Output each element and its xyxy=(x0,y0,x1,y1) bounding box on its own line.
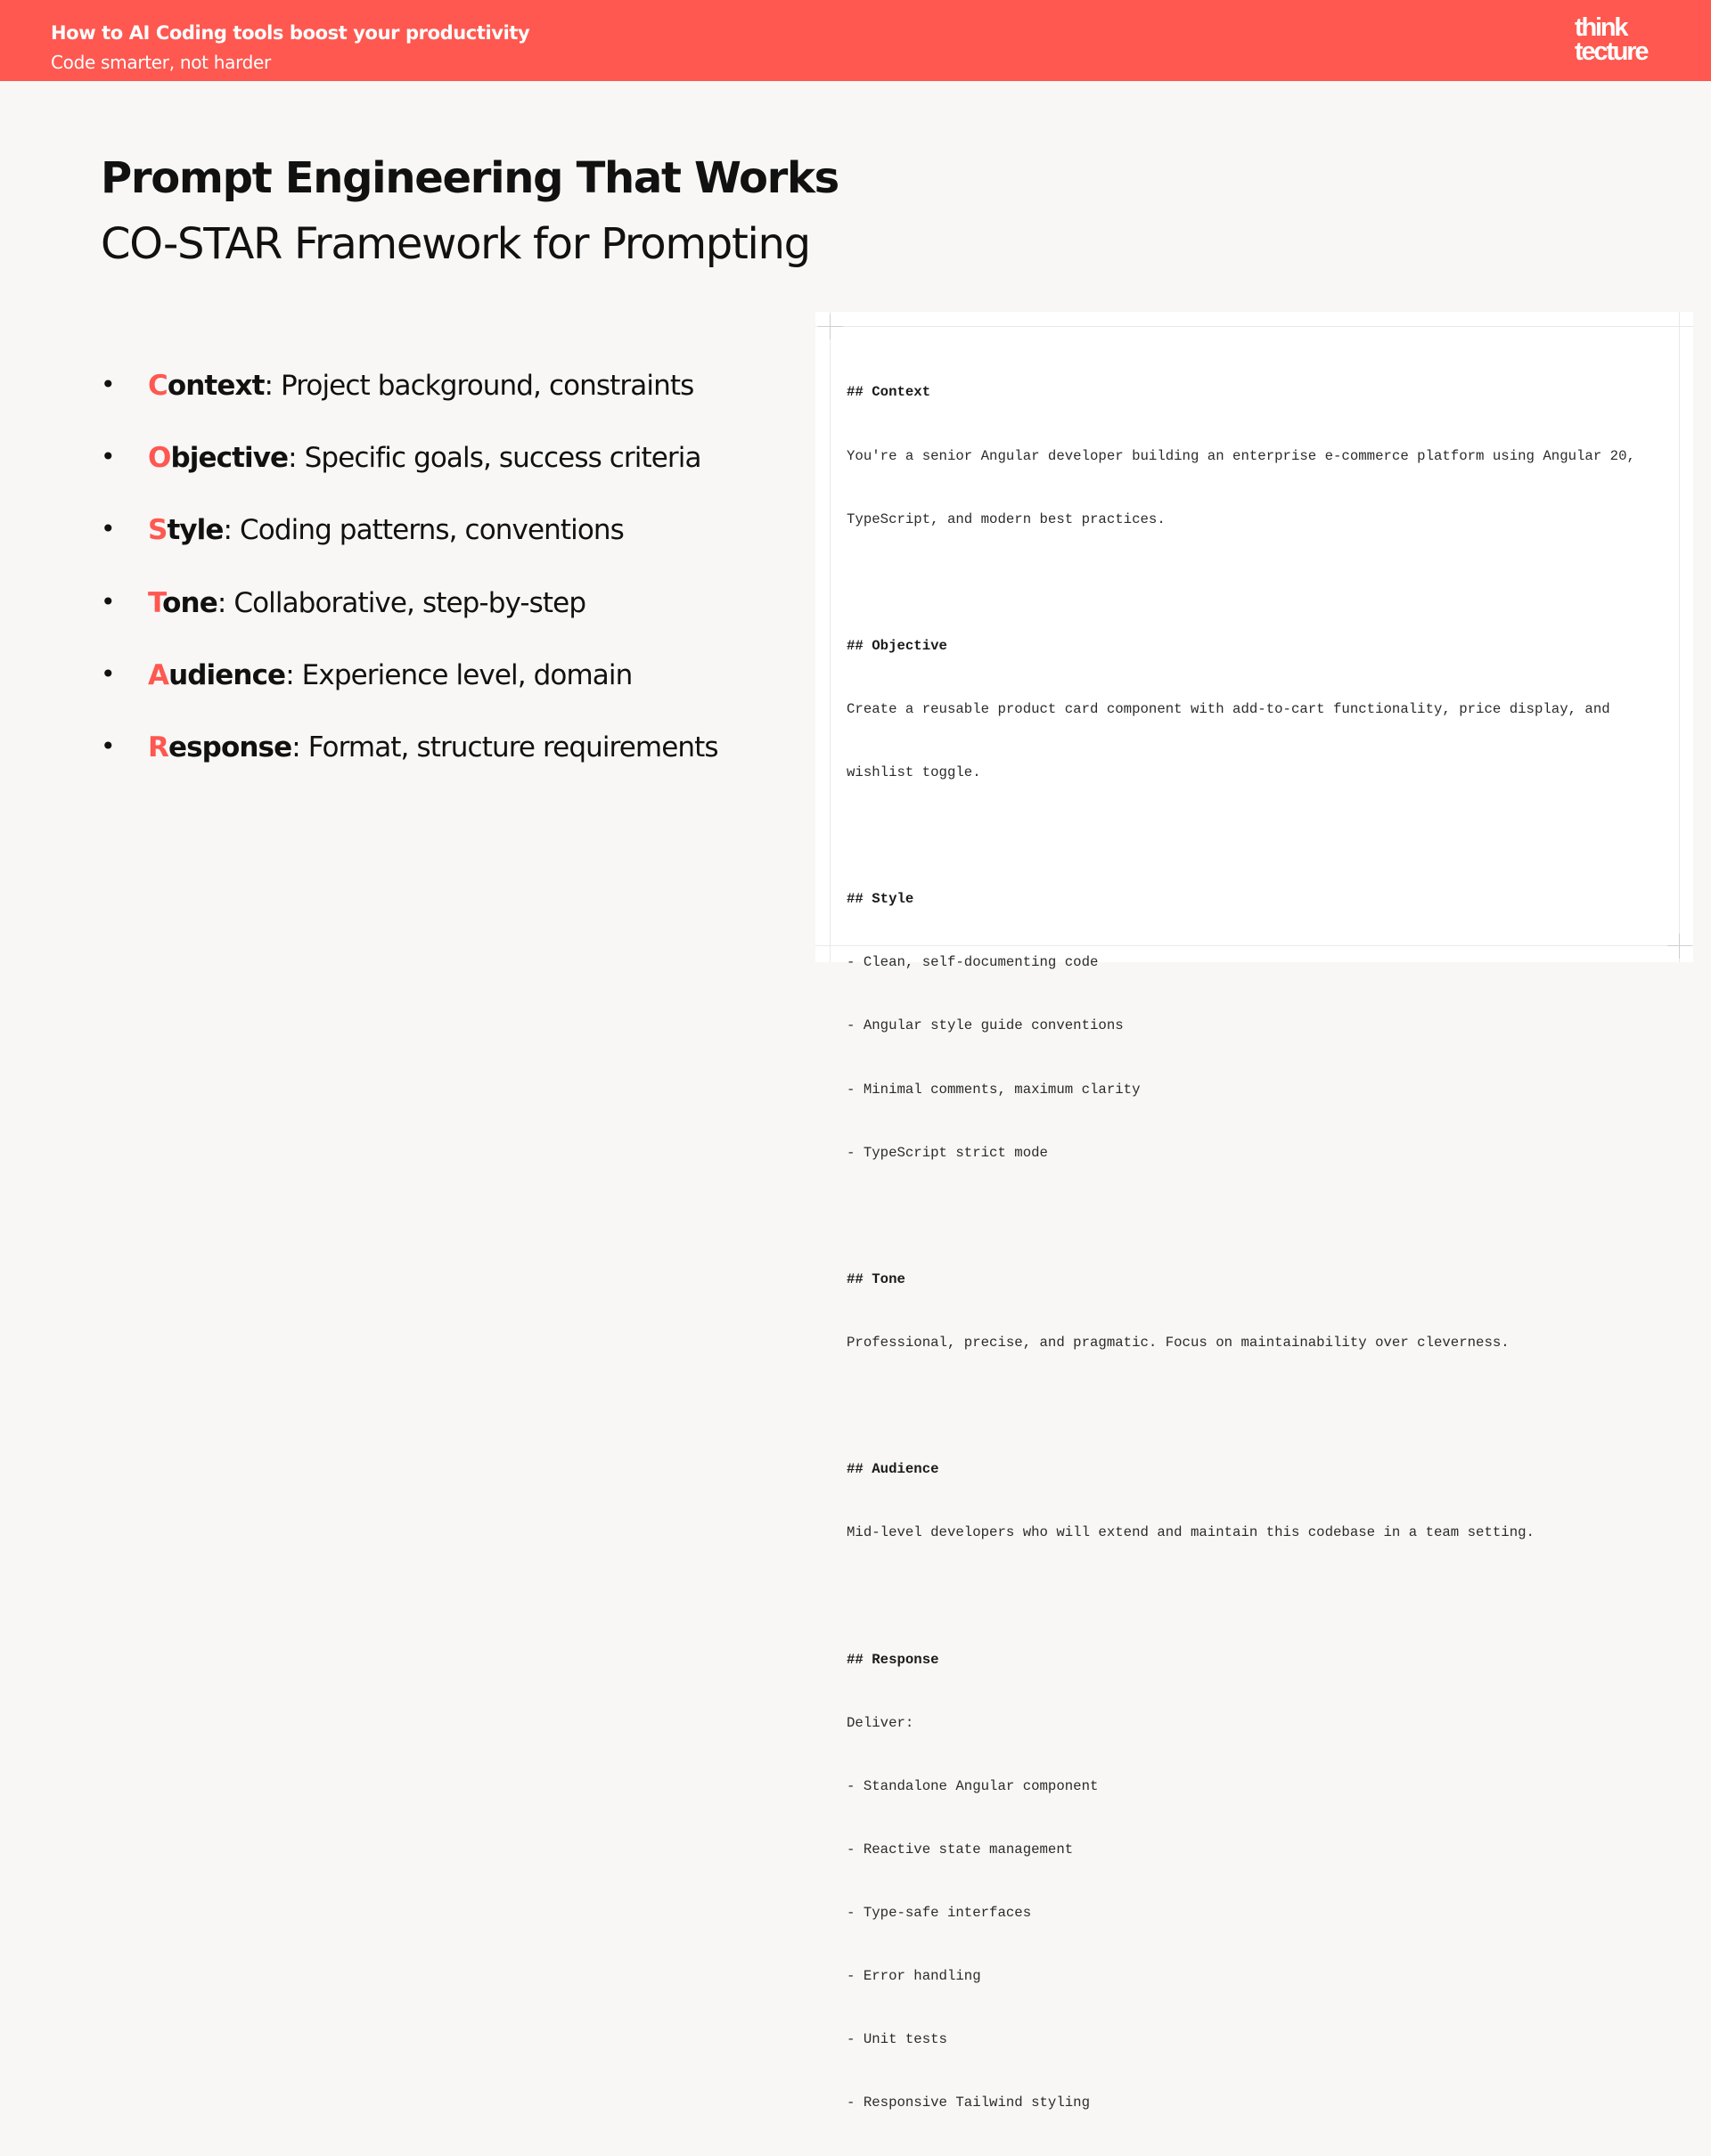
bullet-description: : Format, structure requirements xyxy=(291,731,718,764)
logo-line-2: tecture xyxy=(1575,37,1648,66)
bullet-first-letter: O xyxy=(148,442,171,475)
code-list-item: - Angular style guide conventions xyxy=(847,1017,1124,1034)
bullet-description: : Coding patterns, conventions xyxy=(223,514,624,547)
code-list-item: - Error handling xyxy=(847,1968,981,1985)
code-list-item: - Reactive state management xyxy=(847,1841,1074,1858)
code-heading-context: ## Context xyxy=(847,384,931,401)
code-line: TypeScript, and modern best practices. xyxy=(847,510,1166,527)
crosshair-icon xyxy=(1667,934,1692,959)
bullet-term-rest: bjective xyxy=(170,442,289,475)
code-line: Create a reusable product card component with add-to-cart functionality, price display, and xyxy=(847,700,1610,717)
presentation-subtitle: Code smarter, not harder xyxy=(51,52,271,73)
bullet-dot-icon: • xyxy=(101,370,115,399)
bullet-dot-icon: • xyxy=(101,731,115,761)
logo-line-1: think xyxy=(1575,13,1627,42)
slide-subtitle: CO-STAR Framework for Prompting xyxy=(101,219,810,269)
bullet-term xyxy=(148,731,291,764)
code-heading-tone: ## Tone xyxy=(847,1270,905,1287)
code-heading-response: ## Response xyxy=(847,1651,939,1668)
bullet-first-letter: A xyxy=(148,658,169,691)
code-line: Mid-level developers who will extend and maintain this codebase in a team setting. xyxy=(847,1524,1535,1541)
costar-bullet-list xyxy=(101,370,718,804)
bullet-first-letter: R xyxy=(148,731,168,764)
code-list-item: - Responsive Tailwind styling xyxy=(847,2095,1091,2111)
bullet-term-rest: esponse xyxy=(168,731,292,764)
code-heading-style: ## Style xyxy=(847,891,914,908)
bullet-dot-icon: • xyxy=(101,586,115,617)
bullet-description: : Project background, constraints xyxy=(264,370,694,402)
code-line: Professional, precise, and pragmatic. Focus on maintainability over cleverness. xyxy=(847,1335,1510,1351)
bullet-term xyxy=(148,514,224,546)
bullet-description: : Collaborative, step-by-step xyxy=(217,586,586,619)
bullet-dot-icon: • xyxy=(101,514,115,544)
bullet-tone xyxy=(101,587,718,659)
code-list-item: - Unit tests xyxy=(847,2031,947,2048)
bullet-first-letter: S xyxy=(148,514,168,547)
code-line: You're a senior Angular developer building an enterprise e-commerce platform using Angular 20, xyxy=(847,447,1635,464)
guide-line xyxy=(830,312,831,962)
bullet-term-rest: tyle xyxy=(167,514,224,547)
presentation-title: How to AI Coding tools boost your productivity xyxy=(51,22,530,44)
code-list-item: - TypeScript strict mode xyxy=(847,1144,1048,1161)
code-list-item: - Type-safe interfaces xyxy=(847,1904,1032,1921)
guide-line xyxy=(815,326,1693,327)
bullet-dot-icon: • xyxy=(101,442,115,472)
bullet-term-rest: one xyxy=(162,586,217,619)
bullet-term xyxy=(148,442,288,474)
bullet-first-letter: C xyxy=(148,370,168,402)
bullet-term xyxy=(148,370,264,402)
slide-title: Prompt Engineering That Works xyxy=(101,153,839,203)
bullet-term xyxy=(148,587,217,619)
bullet-response xyxy=(101,731,718,804)
code-line: wishlist toggle. xyxy=(847,764,981,781)
code-list-item: - Standalone Angular component xyxy=(847,1777,1099,1794)
bullet-term-rest: ontext xyxy=(167,370,265,402)
bullet-style xyxy=(101,514,718,586)
header-bar xyxy=(0,0,1711,81)
code-list-item: - Minimal comments, maximum clarity xyxy=(847,1081,1141,1098)
prompt-example-code xyxy=(847,340,1635,2156)
code-heading-audience: ## Audience xyxy=(847,1461,939,1478)
bullet-description: : Specific goals, success criteria xyxy=(288,442,701,475)
code-list-item: - Clean, self-documenting code xyxy=(847,954,1099,971)
crosshair-icon xyxy=(818,314,843,339)
bullet-term-rest: udience xyxy=(168,658,286,691)
prompt-example-panel xyxy=(815,312,1693,2111)
bullet-audience xyxy=(101,659,718,731)
bullet-term xyxy=(148,659,285,691)
guide-line xyxy=(1679,312,1680,962)
thinktecture-logo xyxy=(1575,13,1648,66)
bullet-description: : Experience level, domain xyxy=(285,658,633,691)
bullet-first-letter: T xyxy=(148,586,163,619)
bullet-dot-icon: • xyxy=(101,658,115,689)
code-line: Deliver: xyxy=(847,1714,914,1731)
bullet-objective xyxy=(101,442,718,514)
bullet-context xyxy=(101,370,718,442)
code-heading-objective: ## Objective xyxy=(847,637,947,654)
